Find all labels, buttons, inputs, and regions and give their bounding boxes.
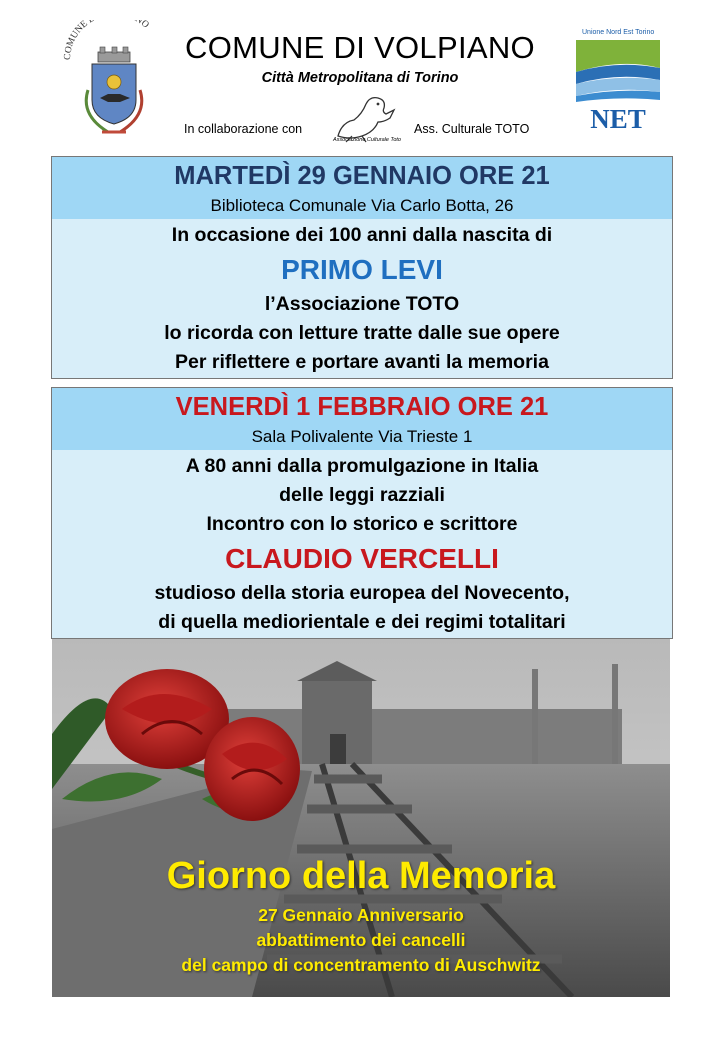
event-box-2 bbox=[51, 387, 673, 639]
event-1-header-band bbox=[52, 157, 672, 219]
comune-seal-logo bbox=[62, 20, 167, 142]
event-1-line4: Per riflettere e portare avanti la memoria bbox=[175, 351, 549, 373]
event-2-line1: A 80 anni dalla promulgazione in Italia bbox=[185, 455, 539, 477]
memorial-line1: 27 Gennaio Anniversario bbox=[258, 905, 464, 925]
association-logo-text: Associazione Culturale Toto bbox=[333, 137, 401, 143]
collaboration-text: In collaborazione con bbox=[184, 122, 303, 136]
association-name: Ass. Culturale TOTO bbox=[414, 122, 530, 136]
memorial-title: Giorno della Memoria bbox=[166, 855, 556, 897]
event-2-line3: Incontro con lo storico e scrittore bbox=[206, 513, 518, 535]
header-subtitle: Città Metropolitana di Torino bbox=[261, 70, 459, 86]
event-2-line4: studioso della storia europea del Novecento, bbox=[154, 582, 570, 604]
event-1-venue: Biblioteca Comunale Via Carlo Botta, 26 bbox=[210, 196, 514, 215]
event-1-line1: In occasione dei 100 anni dalla nascita di bbox=[171, 224, 553, 246]
net-logo-text: NET bbox=[590, 104, 646, 134]
memorial-line2: abbattimento dei cancelli bbox=[256, 930, 466, 950]
event-1-line2: l’Associazione TOTO bbox=[264, 293, 460, 315]
event-1-date: MARTEDÌ 29 GENNAIO ORE 21 bbox=[174, 162, 550, 190]
event-2-name: CLAUDIO VERCELLI bbox=[225, 543, 499, 574]
seal-arc-text: COMUNE NO bbox=[62, 20, 151, 61]
header-title: COMUNE DI VOLPIANO bbox=[185, 30, 535, 65]
net-logo bbox=[572, 22, 664, 134]
event-2-venue: Sala Polivalente Via Trieste 1 bbox=[251, 427, 473, 446]
event-1-line3: lo ricorda con letture tratte dalle sue opere bbox=[164, 322, 560, 344]
event-2-header-band bbox=[52, 388, 672, 450]
event-box-1 bbox=[51, 156, 673, 379]
net-logo-caption: Unione Nord Est Torino bbox=[582, 29, 655, 36]
memorial-line3: del campo di concentramento di Auschwitz bbox=[181, 955, 541, 975]
event-2-date: VENERDÌ 1 FEBBRAIO ORE 21 bbox=[175, 393, 549, 421]
event-1-name: PRIMO LEVI bbox=[281, 254, 443, 285]
event-2-line5: di quella mediorientale e dei regimi totalitari bbox=[158, 611, 566, 633]
event-2-line2: delle leggi razziali bbox=[279, 484, 445, 506]
